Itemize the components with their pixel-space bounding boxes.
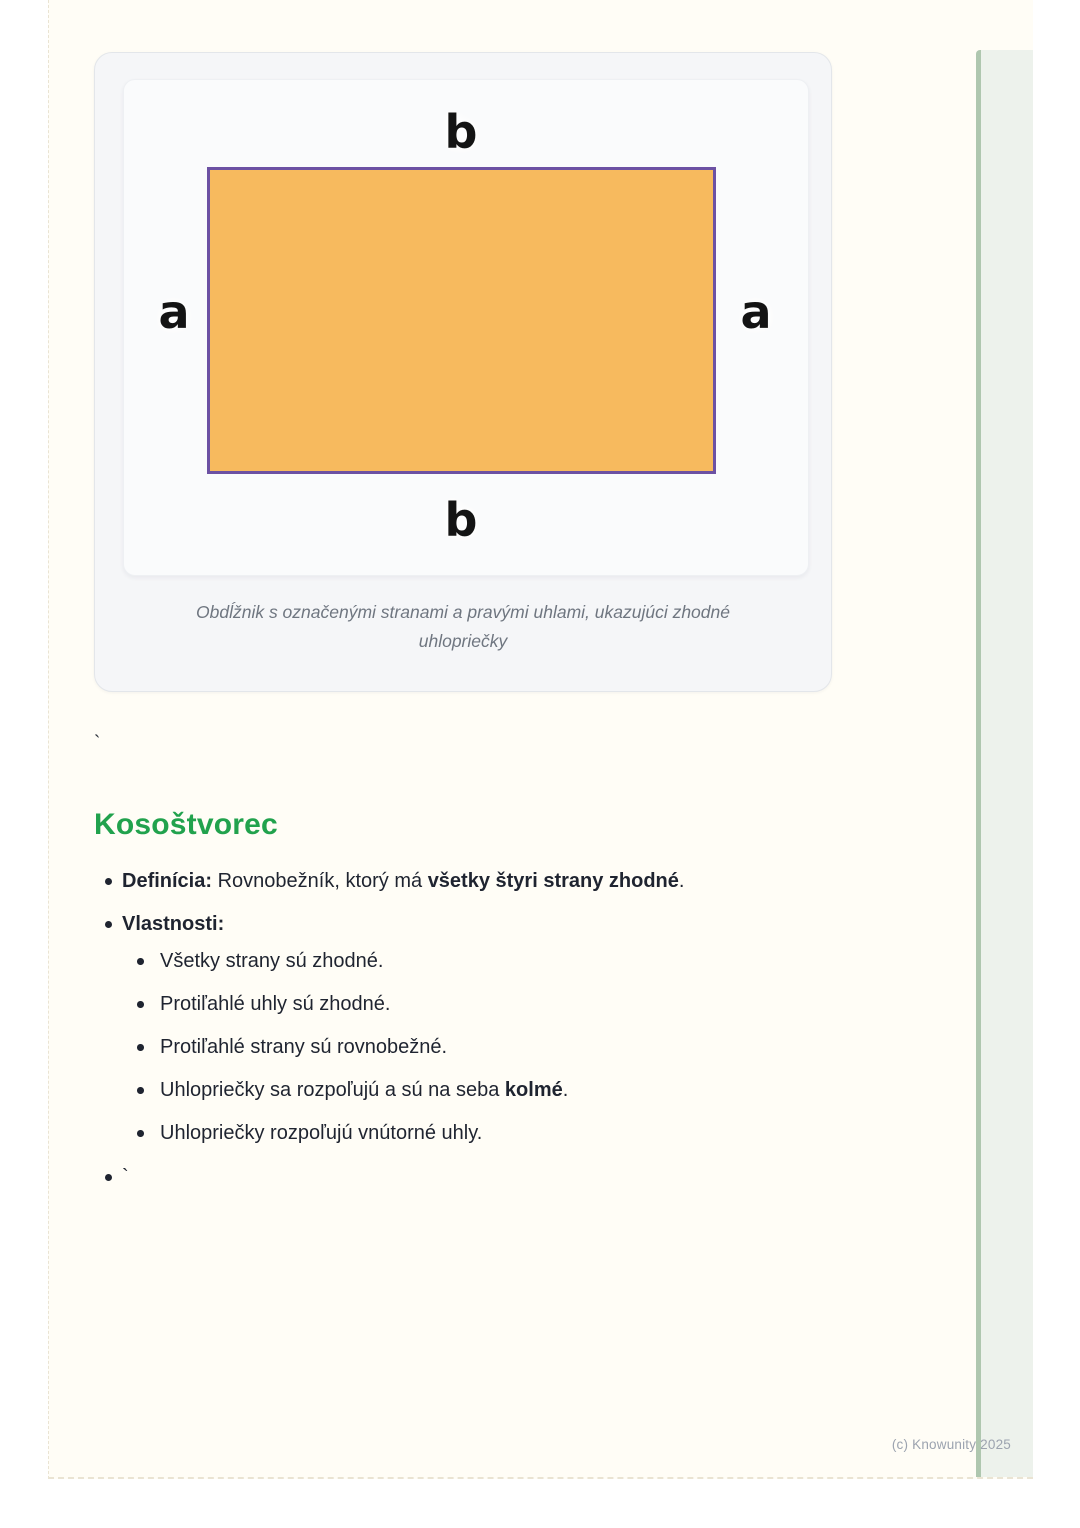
definicia-text: Rovnobežník, ktorý má: [212, 870, 428, 892]
figure-caption-line1: Obdĺžnik s označenými stranami a pravými uhlami, ukazujúci zhodné: [196, 602, 730, 622]
definicia-bold: všetky štyri strany zhodné: [427, 870, 679, 892]
list-item-property: [137, 1077, 568, 1104]
figure-caption: [95, 598, 831, 656]
list-item-property: Uhlopriečky rozpoľujú vnútorné uhly.: [137, 1120, 482, 1147]
list-item-backtick: `: [105, 1164, 129, 1191]
side-label-b-top: b: [444, 105, 478, 159]
list-item-definicia: [105, 868, 684, 895]
rectangle-shape: [207, 167, 716, 474]
document-page: [48, 0, 1033, 1479]
side-label-a-left: a: [158, 285, 190, 339]
copyright-text: (c) Knowunity 2025: [891, 1437, 1011, 1452]
list-item-property: Protiľahlé uhly sú zhodné.: [137, 991, 390, 1018]
property4-text: Uhlopriečky sa rozpoľujú a sú na seba: [160, 1079, 505, 1101]
list-item-property: Protiľahlé strany sú rovnobežné.: [137, 1034, 447, 1061]
figure-image: [123, 79, 809, 576]
list-item-property: Všetky strany sú zhodné.: [137, 948, 383, 975]
definicia-label: Definícia:: [122, 870, 213, 892]
stray-backtick: `: [94, 733, 101, 754]
side-label-a-right: a: [740, 285, 772, 339]
section-heading: Kosoštvorec: [94, 808, 278, 841]
definicia-period: .: [678, 870, 685, 892]
property4-period: .: [562, 1079, 569, 1101]
property4-bold: kolmé: [504, 1079, 563, 1101]
right-margin-panel: [976, 50, 1033, 1477]
side-label-b-bottom: b: [444, 493, 478, 547]
list-item-vlastnosti: Vlastnosti:: [105, 911, 224, 938]
figure-card: [94, 52, 832, 692]
figure-caption-line2: uhlopriečky: [418, 631, 508, 651]
